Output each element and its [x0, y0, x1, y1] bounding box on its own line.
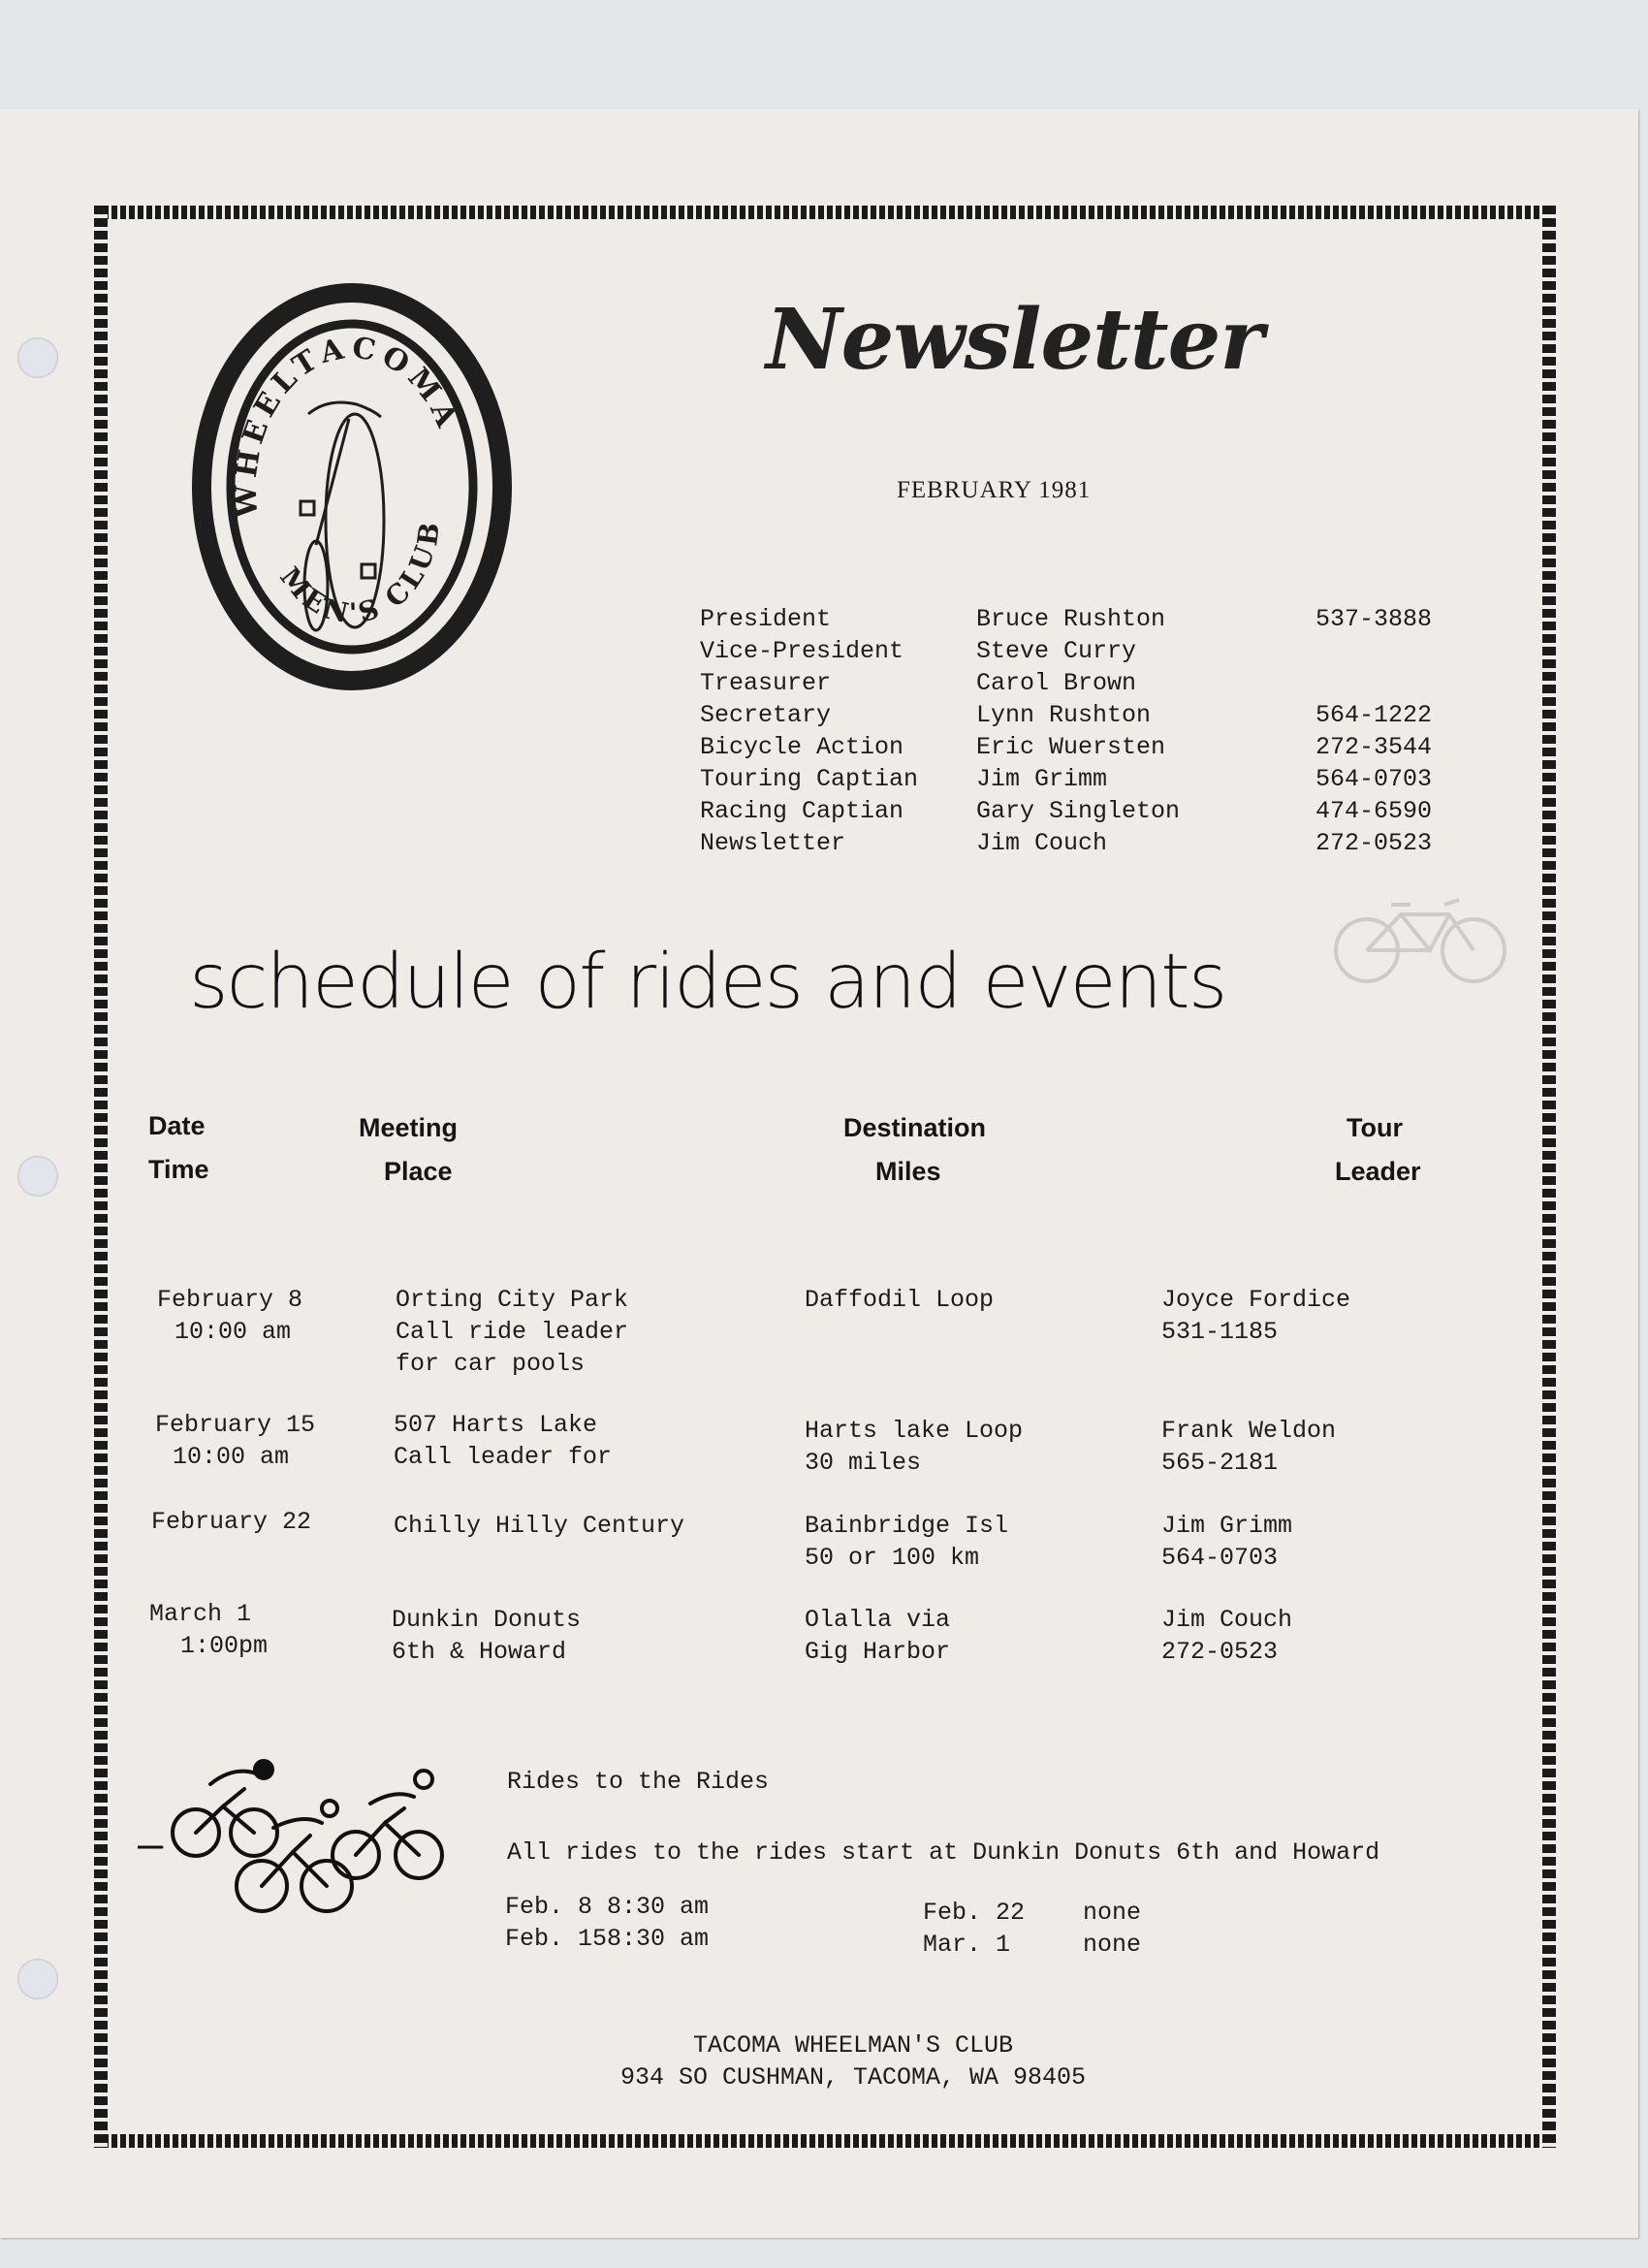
ride-date — [149, 1598, 268, 1662]
ride-leader — [1161, 1284, 1350, 1348]
ride-time-date: Feb. 8 — [505, 1893, 593, 1921]
officer-role: President — [700, 605, 832, 633]
cyclists-illustration — [138, 1731, 458, 1939]
officer-row — [700, 827, 1461, 859]
officer-role: Newsletter — [700, 829, 846, 857]
column-header-line: Place — [384, 1157, 453, 1186]
ride-time-entry — [923, 1897, 1141, 1929]
officer-role: Bicycle Action — [700, 733, 904, 761]
column-header-line: Meeting — [359, 1113, 459, 1142]
ride-place-line: Chilly Hilly Century — [394, 1512, 685, 1540]
ride-leader — [1161, 1604, 1292, 1668]
ride-time-date: Feb. 15 — [505, 1925, 608, 1953]
ride-time-line: 1:00pm — [180, 1632, 269, 1660]
ride-leader — [1161, 1510, 1292, 1574]
ride-date-line: February 22 — [151, 1508, 312, 1536]
ride-date-line: February 15 — [155, 1411, 316, 1439]
ride-date — [157, 1284, 302, 1348]
officer-name: Eric Wuersten — [976, 733, 1166, 761]
officer-row — [700, 731, 1461, 763]
ride-time-entry — [505, 1891, 709, 1923]
officer-phone: 272-0523 — [1315, 829, 1433, 857]
border-left — [94, 206, 108, 2148]
ride-leader-phone: 565-2181 — [1161, 1449, 1279, 1477]
officer-row — [700, 635, 1461, 667]
officer-phone: 537-3888 — [1315, 605, 1433, 633]
officer-role: Treasurer — [700, 669, 832, 697]
ride-place-line: Orting City Park — [396, 1286, 629, 1314]
ride-destination — [805, 1415, 1023, 1479]
officer-name: Jim Grimm — [976, 765, 1108, 793]
club-logo-seal — [192, 283, 512, 690]
ride-leader-phone: 564-0703 — [1161, 1544, 1279, 1572]
ride-destination — [805, 1510, 1008, 1574]
ride-destination-line: Bainbridge Isl — [805, 1512, 1009, 1540]
svg-text:WHEELTACOMA: WHEELTACOMA — [229, 331, 466, 519]
ride-destination-line: Olalla via — [805, 1606, 951, 1634]
ride-time-line: 10:00 am — [174, 1318, 292, 1346]
bicycle-icon — [1333, 890, 1507, 987]
ride-leader — [1161, 1415, 1336, 1479]
column-header-line: Time — [148, 1155, 209, 1184]
ride-leader-name: Jim Couch — [1161, 1606, 1293, 1634]
ride-leader-name: Jim Grimm — [1161, 1512, 1293, 1540]
footer-address: 934 SO CUSHMAN, TACOMA, WA 98405 — [619, 2063, 1087, 2092]
ride-time-value: none — [1083, 1931, 1142, 1959]
punch-hole — [17, 1156, 58, 1197]
column-header-line: Miles — [875, 1157, 941, 1186]
officers-list — [700, 603, 1461, 859]
officer-row — [700, 795, 1461, 827]
club-address-footer — [543, 2029, 1163, 2093]
column-header-line: Leader — [1335, 1157, 1421, 1186]
ride-time-entry — [923, 1929, 1141, 1961]
ride-leader-phone: 531-1185 — [1161, 1318, 1279, 1346]
officer-row — [700, 603, 1461, 635]
schedule-heading: schedule of rides and events — [189, 939, 1226, 1026]
officer-role: Racing Captian — [700, 797, 904, 825]
officer-phone — [1315, 667, 1461, 699]
column-header-destination — [843, 1113, 986, 1186]
ride-destination-line: 30 miles — [805, 1449, 922, 1477]
border-top — [94, 206, 1556, 219]
ride-date-line: March 1 — [149, 1600, 252, 1628]
ride-destination-line: Gig Harbor — [805, 1638, 951, 1666]
column-header-leader — [1335, 1113, 1421, 1186]
officer-name: Bruce Rushton — [976, 605, 1166, 633]
ride-destination-line: Daffodil Loop — [805, 1286, 995, 1314]
ride-date-line: February 8 — [157, 1286, 303, 1314]
ride-time-value: 8:30 am — [607, 1893, 710, 1921]
ride-place-line: 507 Harts Lake — [394, 1411, 598, 1439]
ride-place — [392, 1604, 581, 1668]
rides-to-rides-title: Rides to the Rides — [507, 1768, 770, 1796]
ride-leader-phone: 272-0523 — [1161, 1638, 1279, 1666]
ride-place-line: Dunkin Donuts — [392, 1606, 582, 1634]
ride-destination-line: Harts lake Loop — [805, 1417, 1024, 1445]
officer-name: Carol Brown — [976, 669, 1137, 697]
ride-time-value: 8:30 am — [607, 1925, 710, 1953]
border-right — [1542, 206, 1556, 2148]
officer-name: Jim Couch — [976, 829, 1108, 857]
footer-club-name: TACOMA WHEELMAN'S CLUB — [692, 2031, 1014, 2060]
ride-leader-name: Joyce Fordice — [1161, 1286, 1351, 1314]
ride-place — [394, 1510, 684, 1542]
ride-time-line: 10:00 am — [173, 1443, 290, 1471]
officer-phone: 564-0703 — [1315, 765, 1433, 793]
ride-time-entry — [505, 1923, 709, 1955]
punch-hole — [17, 337, 58, 378]
border-bottom — [94, 2134, 1556, 2148]
ride-place — [396, 1284, 628, 1380]
officer-phone: 474-6590 — [1315, 797, 1433, 825]
ride-leader-name: Frank Weldon — [1161, 1417, 1337, 1445]
issue-date: FEBRUARY 1981 — [897, 477, 1092, 503]
column-header-place — [359, 1113, 458, 1186]
column-header-date — [148, 1111, 209, 1184]
punch-hole — [17, 1959, 58, 1999]
ride-time-date: Mar. 1 — [923, 1931, 1011, 1959]
ride-date — [155, 1409, 315, 1473]
officer-role: Vice-President — [700, 637, 904, 665]
officer-row — [700, 699, 1461, 731]
column-header-line: Destination — [843, 1113, 987, 1142]
ride-destination-line: 50 or 100 km — [805, 1544, 980, 1572]
officer-phone: 272-3544 — [1315, 733, 1433, 761]
ride-place-line: Call ride leader — [396, 1318, 629, 1346]
ride-place-line: 6th & Howard — [392, 1638, 567, 1666]
officer-role: Touring Captian — [700, 765, 919, 793]
ride-destination — [805, 1284, 994, 1316]
column-header-line: Date — [148, 1111, 206, 1140]
officer-row — [700, 763, 1461, 795]
ride-destination — [805, 1604, 950, 1668]
ride-time-date: Feb. 22 — [923, 1899, 1026, 1927]
svg-text:MEN'S CLUB: MEN'S CLUB — [273, 516, 447, 631]
officer-phone — [1315, 635, 1461, 667]
rides-to-rides-note: All rides to the rides start at Dunkin Donuts 6th and Howard — [507, 1838, 1380, 1867]
officer-role: Secretary — [700, 701, 832, 729]
ride-date — [151, 1506, 311, 1538]
ride-time-value: none — [1083, 1899, 1142, 1927]
officer-name: Gary Singleton — [976, 797, 1181, 825]
column-header-line: Tour — [1347, 1113, 1403, 1142]
officer-name: Lynn Rushton — [976, 701, 1152, 729]
officer-phone: 564-1222 — [1315, 701, 1433, 729]
ride-place-line: Call leader for — [394, 1443, 613, 1471]
officer-row — [700, 667, 1461, 699]
officer-name: Steve Curry — [976, 637, 1137, 665]
newsletter-title: Newsletter — [766, 291, 1263, 389]
ride-place-line: for car pools — [396, 1350, 586, 1378]
ride-place — [394, 1409, 612, 1473]
